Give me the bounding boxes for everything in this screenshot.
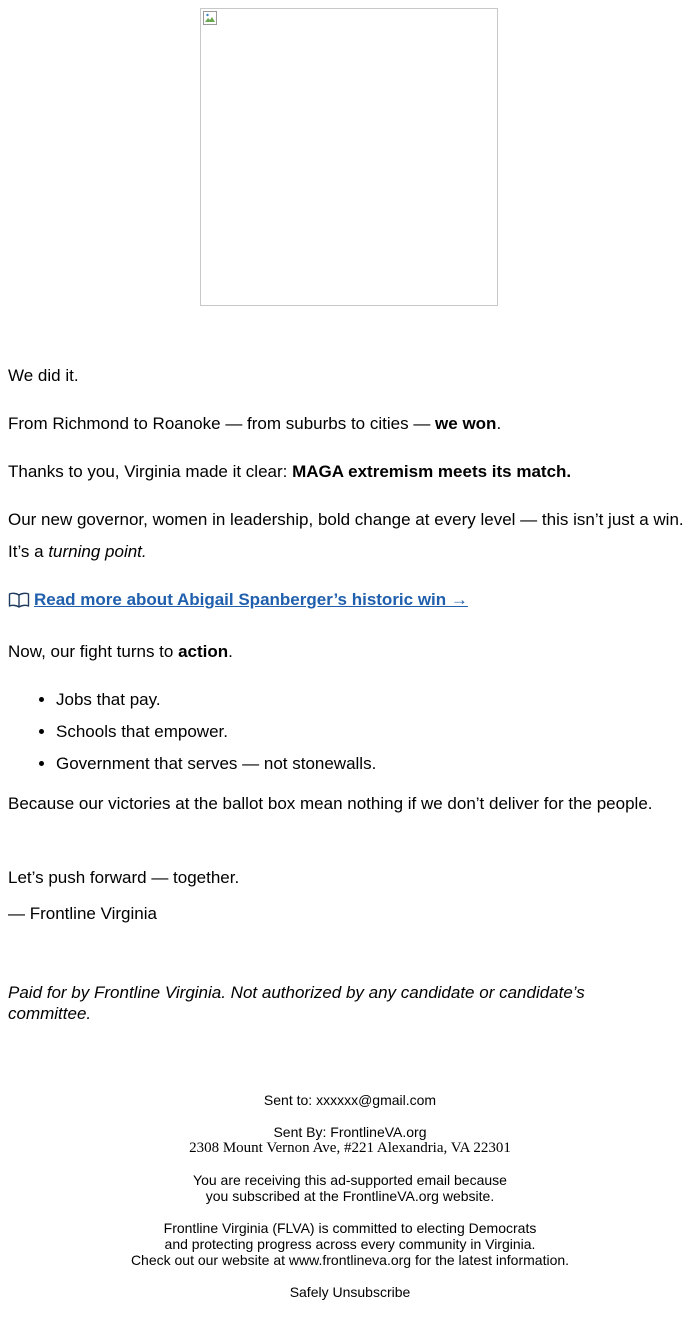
maga-emphasis: MAGA extremism meets its match. — [292, 462, 572, 481]
list-item: • Jobs that pay. — [56, 684, 698, 716]
open-book-icon — [8, 591, 30, 609]
list-item: • Government that serves — not stonewalls. — [56, 748, 698, 780]
sent-by-line: Sent By: FrontlineVA.org — [273, 1124, 427, 1140]
we-won-emphasis: we won — [435, 414, 497, 433]
hero-image — [200, 8, 498, 306]
organization-about: Frontline Virginia (FLVA) is committed to electing Democrats and protecting progress across every community in Virginia. Check out our website at www.frontlineva.org for the latest information. — [130, 1220, 570, 1268]
action-emphasis: action — [178, 642, 229, 661]
paid-for-disclaimer: Paid for by Frontline Virginia. Not authorized by any candidate or candidate’s committee. — [8, 983, 585, 1023]
email-body — [8, 360, 698, 946]
sender-address: 2308 Mount Vernon Ave, #221 Alexandria, VA 22301 — [189, 1140, 511, 1156]
turning-point-emphasis: turning point. — [48, 542, 147, 561]
turning-point-paragraph: Our new governor, women in leadership, bold change at every level — this isn’t just a win. It’s a turning point. — [8, 510, 684, 561]
opening-line: We did it. — [8, 366, 79, 385]
read-more-paragraph — [8, 584, 698, 620]
win-paragraph: From Richmond to Roanoke — from suburbs to cities — we won. — [8, 414, 502, 433]
sender-block — [0, 1124, 700, 1156]
read-more-link[interactable] — [8, 584, 468, 616]
email-footer — [0, 1092, 700, 1316]
broken-image-icon — [203, 11, 217, 25]
thanks-paragraph: Thanks to you, Virginia made it clear: MAGA extremism meets its match. — [8, 462, 572, 481]
read-more-label: Read more about Abigail Spanberger’s historic win → — [34, 590, 468, 609]
push-forward-line: Let’s push forward — together. — [8, 868, 240, 887]
receiving-reason: You are receiving this ad-supported email because you subscribed at the FrontlineVA.org website. — [193, 1172, 507, 1204]
list-item: • Schools that empower. — [56, 716, 698, 748]
signature: — Frontline Virginia — [8, 904, 157, 923]
deliver-paragraph: Because our victories at the ballot box mean nothing if we don’t deliver for the people. — [8, 794, 653, 813]
unsubscribe-link[interactable]: Safely Unsubscribe — [289, 1284, 411, 1300]
action-paragraph: Now, our fight turns to action. — [8, 642, 233, 661]
sent-to-line: Sent to: xxxxxx@gmail.com — [263, 1092, 437, 1108]
priorities-list — [8, 684, 698, 780]
